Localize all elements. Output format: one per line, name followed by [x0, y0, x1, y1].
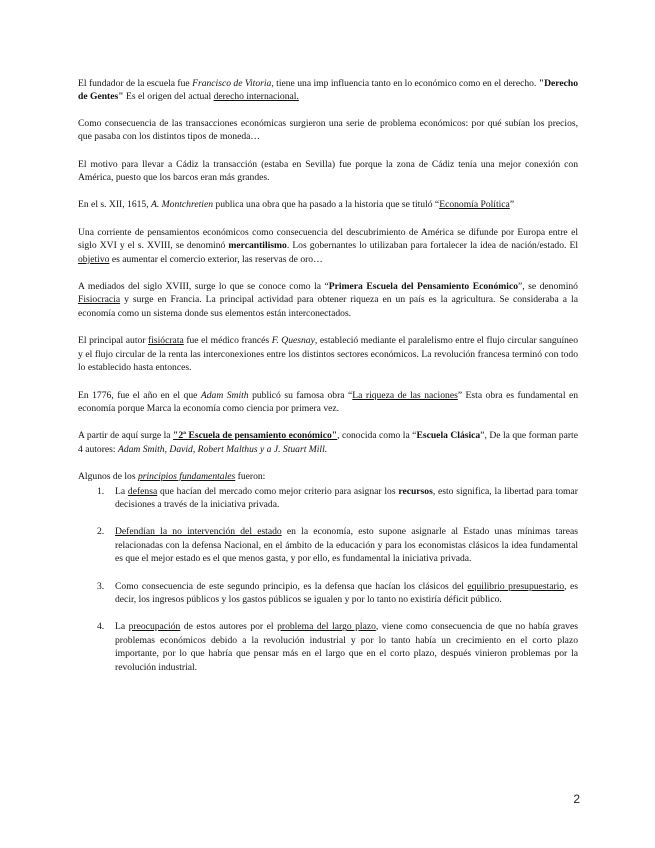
underlined-term: defensa [127, 485, 158, 497]
author-name: A. Montchretien [151, 199, 214, 211]
text: en la economía, esto supone asignarle al Estado unas mínimas tareas relacionadas con la defensa Nacional, en el ámbito de la educación y para los economistas clásicos la idea fundamental es que el mejor estado es el que menos gasta, y por ello, es fundamental la iniciativa privada. [115, 526, 578, 565]
text: Algunos de los [78, 471, 138, 483]
author-name: F. Quesnay [271, 335, 315, 347]
underlined-term: preocupación [128, 621, 181, 633]
text: , tiene una imp influencia tanto en lo económico como en el derecho. [271, 78, 539, 89]
author-name: Adam Smith [200, 389, 249, 401]
underlined-term: derecho internacional. [213, 91, 299, 103]
underlined-term: principios fundamentales [137, 471, 236, 483]
text: La [115, 621, 129, 633]
text: , estableció mediante el paralelismo entre el flujo circular sanguíneo y el flujo circular de la renta las interconexiones entre los distintos sectores económicos. La revolución francesa terminó con todo lo establecido hasta entonces. [78, 335, 578, 374]
paragraph-principios [78, 470, 578, 483]
text: , conocida como la “ [337, 430, 417, 442]
text: fue el médico francés [183, 335, 272, 347]
paragraph-transacciones [78, 117, 578, 144]
text: A mediados del siglo XVIII, surge lo que se conoce como la “ [78, 281, 329, 293]
bold-term: recursos [398, 485, 433, 497]
list-number: 1. [97, 485, 105, 497]
text: Es el origen del actual [123, 91, 214, 103]
underlined-term: fisiócrata [148, 335, 184, 347]
list-item [78, 525, 578, 565]
underlined-term: Economía Política [439, 199, 510, 211]
author-names: Adam Smith, David, Robert Malthus y a J. Stuart Mill. [117, 443, 328, 455]
paragraph-escuela-clasica [78, 429, 578, 456]
list-item [78, 580, 578, 607]
text: fueron: [235, 471, 266, 483]
text: El fundador de la escuela fue [78, 78, 193, 89]
text: ” Esta obra es fundamental en economía porque Marca la economía como ciencia por primera vez. [78, 389, 579, 414]
text: En el s. XII, 1615, [78, 199, 152, 211]
underlined-term: problema del largo plazo [277, 621, 376, 633]
bold-term: mercantilismo [228, 240, 287, 252]
list-number: 3. [97, 580, 105, 592]
list-item [78, 620, 578, 674]
text: , viene como consecuencia de que no había graves problemas económicos debido a la revolución industrial y por lo tanto había un crecimiento en el corto plazo importante, por lo que habría que pensar más en el largo que en el corto plazo, después vinieron problemas por la revolución industrial. [115, 621, 578, 673]
text: publica una obra que ha pasado a la historia que se tituló “ [213, 199, 440, 211]
text: publicó su famosa obra “ [248, 389, 353, 401]
text: Una corriente de pensamientos económicos como consecuencia del descubrimiento de América se difunde por Europa entre el siglo XVI y el s. XVIII, se denominó [78, 226, 578, 252]
text: y surge en Francia. La principal actividad para obtener riqueza en un país es la agricultura. Se consideraba a la economía como un sistema donde sus elementos están interconectados. [78, 294, 578, 319]
page-number: 2 [573, 792, 580, 806]
bold-term: Escuela Clásica [416, 430, 481, 442]
paragraph-adam-smith [78, 389, 578, 416]
text: ”, se denominó [518, 281, 578, 293]
text: , es decir, los ingresos públicos y los gastos públicos se igualen y por lo tanto no existiría déficit público. [115, 580, 578, 605]
paragraph-cadiz [78, 158, 578, 185]
text: La [115, 485, 128, 497]
underlined-term: La riqueza de las naciones [352, 389, 458, 401]
list-item [78, 485, 578, 512]
text: El motivo para llevar a Cádiz la transacción (estaba en Sevilla) fue porque la zona de Cádiz tenía una mejor conexión con América, puesto que los barcos eran más grandes. [78, 158, 578, 184]
text: . Los gobernantes lo utilizaban para fortalecer la idea de nación/estado. El [286, 240, 579, 252]
underlined-term: objetivo [78, 253, 110, 265]
text: , esto significa, la libertad para tomar decisiones a través de la iniciativa privada. [115, 485, 578, 510]
underlined-term: Fisiocracia [78, 294, 121, 306]
paragraph-mercantilismo [78, 226, 578, 266]
text: ”, De la que forman parte 4 autores: [78, 430, 578, 455]
list-number: 4. [97, 621, 105, 633]
paragraph-montchretien [78, 198, 578, 211]
underlined-term: equilibrio presupuestario [467, 580, 565, 592]
list-number: 2. [97, 526, 105, 538]
text: ” [509, 199, 515, 211]
author-name: Francisco de Vitoria [192, 78, 272, 89]
text: Como consecuencia de este segundo principio, es la defensa que hacían los clásicos del [115, 580, 468, 592]
document-body [78, 77, 578, 688]
paragraph-vitoria [78, 77, 578, 104]
text: que hacían del mercado como mejor criterio para asignar los [157, 485, 399, 497]
paragraph-fisiocracia [78, 280, 578, 320]
text: es aumentar el comercio exterior, las reservas de oro… [109, 253, 323, 265]
text: A partir de aquí surge la [78, 430, 174, 442]
text: En 1776, fue el año en el que [78, 389, 201, 401]
text: de estos autores por el [180, 621, 278, 633]
text: El principal autor [78, 335, 149, 347]
underlined-term: Defendían la no intervención del estado [115, 526, 282, 538]
paragraph-quesnay [78, 334, 578, 374]
bold-term: Primera Escuela del Pensamiento Económico [328, 281, 518, 293]
text: Como consecuencia de las transacciones económicas surgieron una serie de problema económicos: por qué subían los precios, que pasaba con los distintos tipos de moneda… [78, 117, 578, 143]
principles-list [78, 485, 578, 674]
bold-underlined-term: "2ª Escuela de pensamiento económico" [173, 430, 338, 442]
bold-term: "Derecho de Gentes" [78, 78, 578, 103]
